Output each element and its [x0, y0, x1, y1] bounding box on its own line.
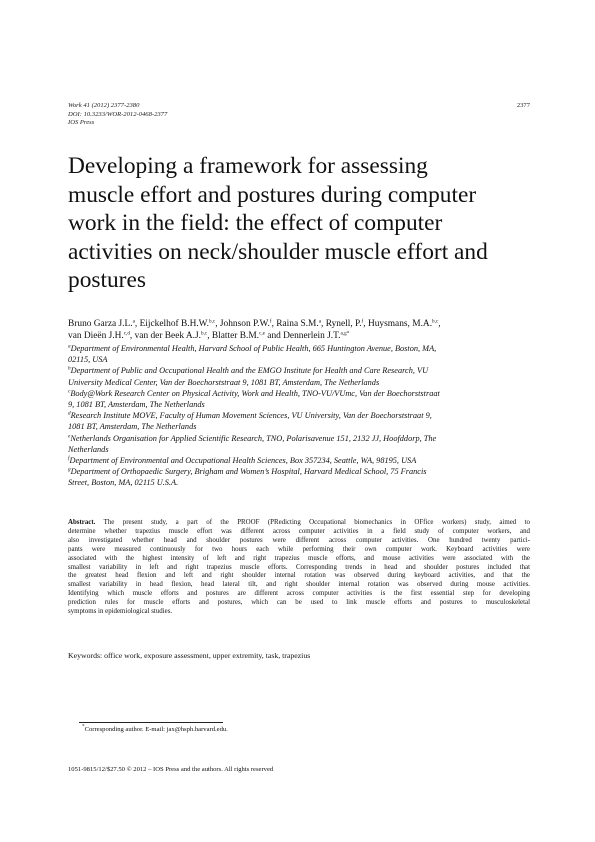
title-line: postures: [68, 267, 146, 293]
author-name: , Rynell, P.: [321, 319, 362, 329]
abstract-line: symptoms in epidemiological studies.: [68, 608, 173, 616]
title-line: activities on neck/shoulder muscle effort and: [68, 238, 488, 265]
abstract-line: determine whether trapezius muscle effort was different across computer activities in a field study of computer workers, and: [68, 527, 530, 535]
author-list: [68, 318, 533, 343]
footnote-mark: *: [82, 723, 85, 730]
author-name: , Eijckelhof B.H.W.: [134, 319, 210, 329]
affiliation-line: [68, 399, 538, 410]
affiliation-text: Netherlands Organisation for Applied Scientific Research, TNO, Polarisavenue 151, 2132 JJ, Hoofddorp, The: [70, 433, 437, 443]
affiliation-mark: f: [361, 318, 364, 325]
affiliation-text: Department of Public and Occupational Health and the EMGO Institute for Health and Care Research, VU: [70, 366, 429, 376]
abstract-line: smallest variability in left and right trapezius muscle efforts. Corresponding trends in head and shoulder postures included that: [68, 563, 530, 571]
affiliation-line: [68, 433, 538, 444]
affiliation-mark: a: [68, 343, 71, 350]
footnote-rule: [79, 722, 223, 723]
affiliation-text: University Medical Center, Van der Boechorststraat 9, 1081 BT, Amsterdam, The Netherlands: [68, 377, 380, 387]
affiliation-line: [68, 477, 538, 488]
title-line: work in the field: the effect of computer: [68, 210, 443, 236]
footnote: [82, 725, 228, 734]
title-line: muscle effort and postures during computer: [68, 181, 477, 208]
footnote-text: Corresponding author. E-mail: jax@hsph.harvard.edu.: [84, 726, 228, 733]
affiliation-line: [68, 444, 538, 455]
affiliation-mark: a: [318, 318, 322, 325]
affiliation-text: Research Institute MOVE, Faculty of Human Movement Sciences, VU University, Van der Boechorststraat 9,: [70, 411, 432, 421]
affiliation-mark: b,c: [201, 331, 208, 338]
copyright-line: 1051-9815/12/$27.50 © 2012 – IOS Press and the authors. All rights reserved: [68, 766, 274, 773]
affiliation-mark: a: [132, 318, 135, 325]
keywords: Keywords: office work, exposure assessment, upper extremity, task, trapezius: [68, 651, 311, 660]
affiliation-line: [68, 455, 538, 466]
affiliation-line: [68, 377, 538, 388]
affiliation-mark: b,c: [209, 318, 216, 325]
page-number: 2377: [516, 102, 530, 109]
affiliation-line: [68, 388, 538, 399]
publisher: IOS Press: [68, 119, 95, 127]
journal-citation: Work 41 (2012) 2377-2380: [68, 102, 140, 109]
abstract-line: prediction rules for muscle efforts and postures, which can be used to link muscle efforts and postures to musculoskeletal: [68, 599, 530, 607]
affiliation-line: [68, 421, 538, 432]
affiliation-line: [68, 343, 538, 354]
author-line: [68, 318, 533, 330]
affiliation-text: 9, 1081 BT, Amsterdam, The Netherlands: [68, 400, 205, 410]
abstract-line: [68, 519, 530, 528]
author-name: , Blatter B.M.: [207, 331, 260, 342]
affiliation-mark: e: [68, 433, 71, 440]
abstract-line: smallest variability in head flexion, head lateral tilt, and right shoulder internal rotation was observed during mouse activities.: [68, 581, 530, 589]
affiliation-text: Body@Work Research Center on Physical Activity, Work and Health, TNO-VU/VUmc, Van der Boechorststraat: [70, 388, 440, 398]
author-name: Bruno Garza J.L.: [68, 319, 133, 329]
author-name: van Dieën J.H.: [68, 331, 124, 342]
author-name: , Johnson P.W.: [215, 319, 270, 329]
affiliation-text: Netherlands: [68, 444, 109, 454]
affiliations: [68, 343, 538, 489]
author-name: and Dennerlein J.T.: [264, 331, 341, 342]
abstract-line: associated with the highest intensity of left and right trapezius muscle efforts, and mouse activities were associated with the: [68, 554, 530, 562]
author-name: , van der Beek A.J.: [129, 331, 201, 342]
affiliation-line: [68, 365, 538, 376]
abstract-line: Identifying which muscle efforts and postures are different across computer activities is the first essential step for developing: [68, 590, 530, 598]
doi: DOI: 10.3233/WOR-2012-0468-2377: [68, 110, 168, 118]
affiliation-text: Department of Environmental Health, Harvard School of Public Health, 665 Huntington Avenue, Boston, MA,: [70, 344, 437, 353]
affiliation-line: [68, 466, 538, 477]
paper-title: [68, 152, 538, 295]
affiliation-line: [68, 354, 538, 365]
affiliation-mark: a,g*: [340, 331, 350, 338]
affiliation-mark: c,e: [259, 331, 265, 338]
affiliation-mark: c: [68, 388, 71, 395]
author-line: [68, 330, 533, 342]
abstract: [68, 519, 530, 617]
affiliation-text: 1081 BT, Amsterdam, The Netherlands: [68, 422, 197, 432]
affiliation-mark: g: [68, 466, 71, 473]
author-name: , Huysmans, M.A.: [363, 319, 433, 329]
abstract-line: pants were measured continuously for two hours each while performing their own computer work. Keyboard activities were: [68, 545, 530, 553]
abstract-line: also investigated whether head and shoulder postures were different across computer activities. One hundred twenty partici-: [68, 536, 530, 544]
affiliation-text: Department of Orthopaedic Surgery, Brigham and Women’s Hospital, Harvard Medical School, 75 Francis: [70, 467, 427, 477]
affiliation-mark: b: [68, 366, 71, 373]
affiliation-mark: d: [68, 410, 71, 417]
author-separator: ,: [438, 319, 441, 329]
affiliation-mark: c,d: [123, 331, 130, 338]
abstract-label: Abstract.: [68, 519, 96, 526]
affiliation-line: [68, 410, 538, 421]
affiliation-text: Department of Environmental and Occupational Health Sciences, Box 357234, Seattle, WA, 98195, USA: [69, 456, 417, 466]
affiliation-mark: f: [68, 455, 70, 462]
running-header: [68, 102, 530, 128]
affiliation-mark: b,c: [432, 318, 439, 325]
affiliation-mark: f: [269, 318, 272, 325]
affiliation-text: 02115, USA: [68, 355, 108, 365]
affiliation-text: Street, Boston, MA, 02115 U.S.A.: [68, 478, 179, 488]
author-name: , Raina S.M.: [271, 319, 319, 329]
abstract-line: the greatest head flexion and left and right shoulder internal rotation was observed during keyboard activities, and that the: [68, 572, 530, 580]
title-line: Developing a framework for assessing: [68, 153, 428, 179]
abstract-text: The present study, a part of the PROOF (PRedicting Occupational biomechanics in OFfice workers) study, aimed to: [95, 519, 530, 526]
